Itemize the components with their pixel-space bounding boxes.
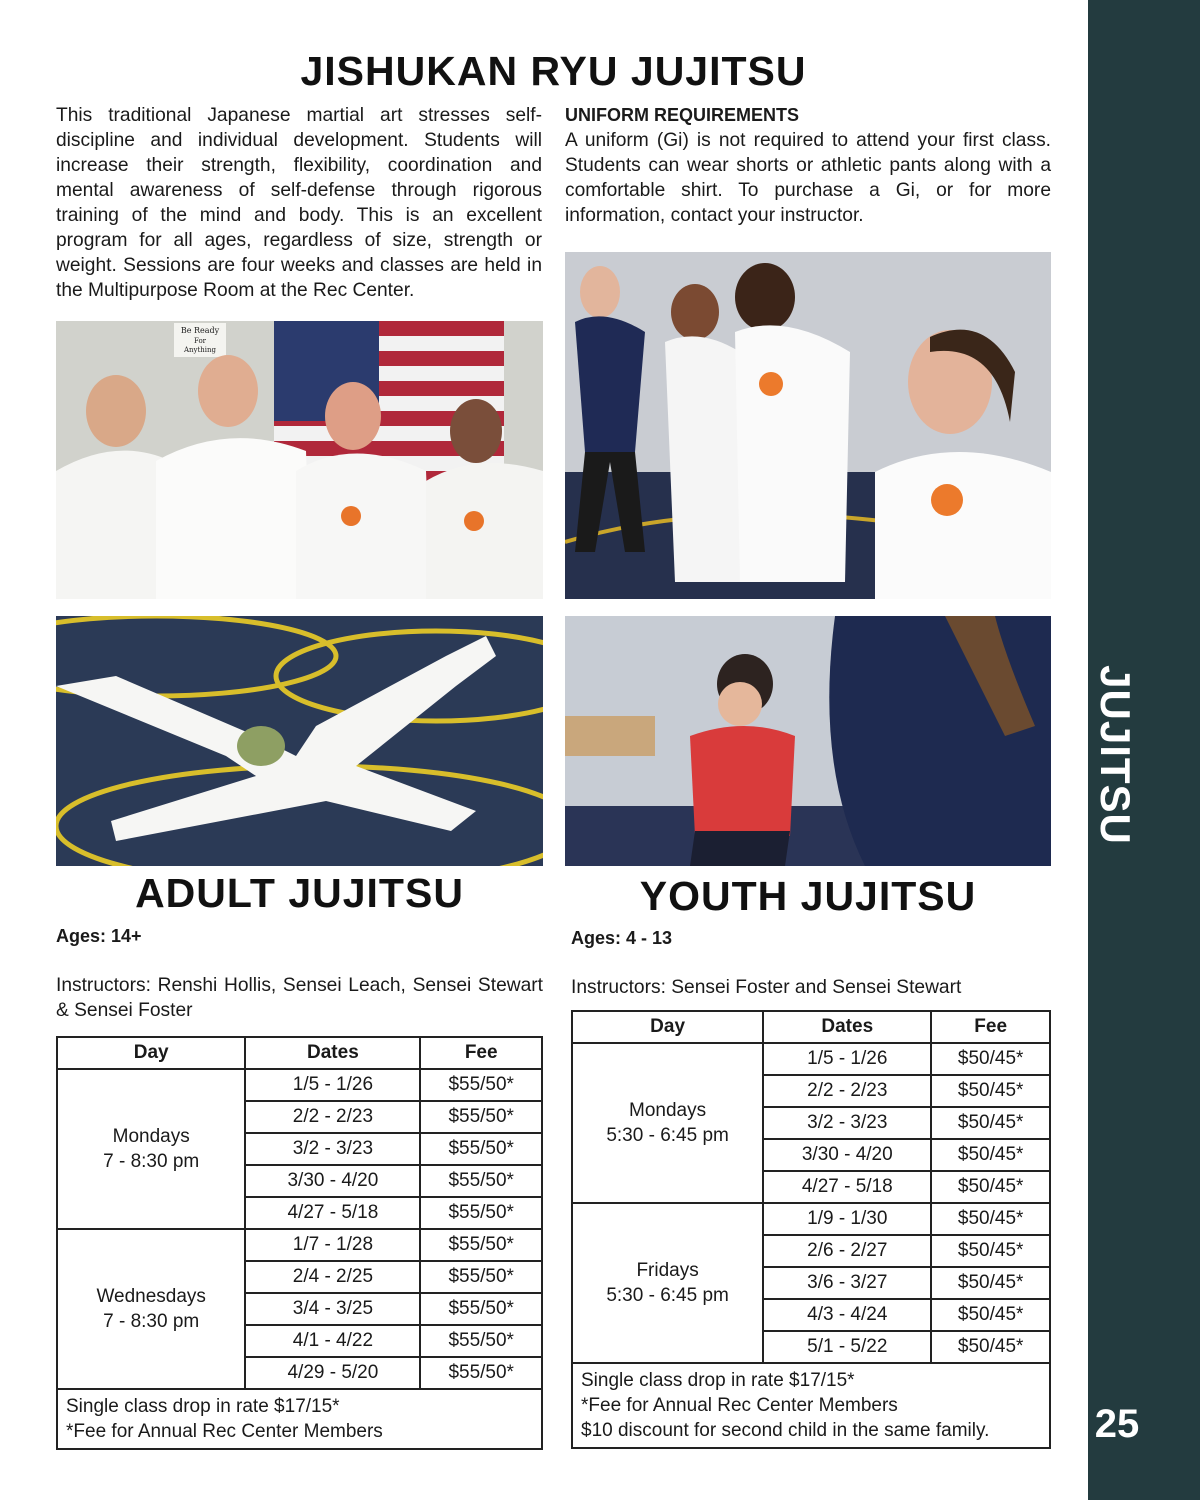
fee-cell: $55/50* [420,1101,542,1133]
note-line: Single class drop in rate $17/15* [66,1396,340,1417]
fee-cell: $55/50* [420,1133,542,1165]
day-time: 7 - 8:30 pm [103,1311,200,1332]
day-name: Mondays [629,1100,707,1121]
notes-cell [57,1389,542,1449]
fee-cell: $55/50* [420,1229,542,1261]
dates-cell: 3/2 - 3/23 [245,1133,420,1165]
table-row [57,1229,542,1261]
youth-class-photo [565,252,1051,599]
sign-line-2: For [193,337,207,345]
note-line: Single class drop in rate $17/15* [581,1370,855,1391]
note-line: $10 discount for second child in the same family. [581,1420,990,1441]
notes-cell [572,1363,1050,1448]
dates-cell: 1/5 - 1/26 [245,1069,420,1101]
intro-paragraph: This traditional Japanese martial art stresses self-discipline and individual development. Students will increase their strength, flexibility, coordination and mental awareness of self-defense through rigorous training of the mind and body. This is an excellent program for all ages, regardless of size, strength or weight. Sessions are four weeks and classes are held in the Multipurpose Room at the Rec Center. [56,105,542,301]
adult-schedule-table [56,1036,543,1450]
fee-cell: $55/50* [420,1165,542,1197]
youth-instructors: Instructors: Sensei Foster and Sensei Stewart [571,977,962,998]
day-name: Wednesdays [96,1286,206,1307]
day-time: 7 - 8:30 pm [103,1151,200,1172]
sidebar-section-label: JUJITSU [1092,665,1139,845]
dates-cell: 4/29 - 5/20 [245,1357,420,1389]
day-cell [57,1229,245,1389]
fee-cell: $50/45* [931,1043,1050,1075]
day-name: Fridays [636,1260,699,1281]
youth-ages: Ages: 4 - 13 [571,928,673,948]
column-header-fee: Fee [420,1037,542,1069]
dates-cell: 2/4 - 2/25 [245,1261,420,1293]
column-header-dates: Dates [245,1037,420,1069]
day-cell [57,1069,245,1229]
dates-cell: 2/6 - 2/27 [763,1235,931,1267]
table-row [57,1069,542,1101]
dates-cell: 4/27 - 5/18 [245,1197,420,1229]
dates-cell: 3/30 - 4/20 [245,1165,420,1197]
page-number: 25 [1094,1402,1140,1446]
fee-cell: $50/45* [931,1235,1050,1267]
fee-cell: $55/50* [420,1357,542,1389]
adult-technique-photo [56,616,543,866]
fee-cell: $50/45* [931,1299,1050,1331]
dates-cell: 3/2 - 3/23 [763,1107,931,1139]
day-time: 5:30 - 6:45 pm [606,1285,729,1306]
dates-cell: 3/30 - 4/20 [763,1139,931,1171]
page-title: JISHUKAN RYU JUJITSU [300,48,807,94]
fee-cell: $55/50* [420,1261,542,1293]
fee-cell: $55/50* [420,1197,542,1229]
column-header-day: Day [572,1011,763,1043]
column-header-dates: Dates [763,1011,931,1043]
table-header-row [572,1011,1050,1043]
dates-cell: 2/2 - 2/23 [245,1101,420,1133]
notes-row [572,1363,1050,1448]
fee-cell: $55/50* [420,1293,542,1325]
sign-line-3: Anything [183,346,217,354]
uniform-text: A uniform (Gi) is not required to attend your first class. Students can wear shorts or athletic pants along with a comfortable shirt. To purchase a Gi, or for more information, contact your instructor. [565,130,1051,226]
adult-ages: Ages: 14+ [56,926,142,946]
note-line: *Fee for Annual Rec Center Members [66,1421,383,1442]
dates-cell: 1/7 - 1/28 [245,1229,420,1261]
fee-cell: $50/45* [931,1267,1050,1299]
adult-section-title: ADULT JUJITSU [135,870,464,916]
adult-instructors: Instructors: Renshi Hollis, Sensei Leach, Sensei Stewart & Sensei Foster [56,975,543,1021]
fee-cell: $50/45* [931,1331,1050,1363]
day-cell [572,1203,763,1363]
day-name: Mondays [112,1126,190,1147]
dates-cell: 5/1 - 5/22 [763,1331,931,1363]
fee-cell: $50/45* [931,1171,1050,1203]
youth-section-title: YOUTH JUJITSU [639,873,977,919]
fee-cell: $50/45* [931,1107,1050,1139]
fee-cell: $50/45* [931,1203,1050,1235]
youth-student-photo [565,616,1051,866]
table-row [572,1043,1050,1075]
dates-cell: 1/9 - 1/30 [763,1203,931,1235]
dates-cell: 4/3 - 4/24 [763,1299,931,1331]
column-header-fee: Fee [931,1011,1050,1043]
dates-cell: 3/6 - 3/27 [763,1267,931,1299]
fee-cell: $55/50* [420,1069,542,1101]
fee-cell: $50/45* [931,1139,1050,1171]
fee-cell: $50/45* [931,1075,1050,1107]
dates-cell: 4/1 - 4/22 [245,1325,420,1357]
uniform-heading: UNIFORM REQUIREMENTS [565,105,799,125]
note-line: *Fee for Annual Rec Center Members [581,1395,898,1416]
dates-cell: 1/5 - 1/26 [763,1043,931,1075]
dates-cell: 4/27 - 5/18 [763,1171,931,1203]
table-row [572,1203,1050,1235]
column-header-day: Day [57,1037,245,1069]
notes-row [57,1389,542,1449]
youth-schedule-table [571,1010,1051,1449]
table-header-row [57,1037,542,1069]
dates-cell: 2/2 - 2/23 [763,1075,931,1107]
instructors-photo [56,321,543,599]
dates-cell: 3/4 - 3/25 [245,1293,420,1325]
uniform-requirements [565,103,1051,228]
sign-line-1: Be Ready [180,326,220,335]
fee-cell: $55/50* [420,1325,542,1357]
day-time: 5:30 - 6:45 pm [606,1125,729,1146]
day-cell [572,1043,763,1203]
